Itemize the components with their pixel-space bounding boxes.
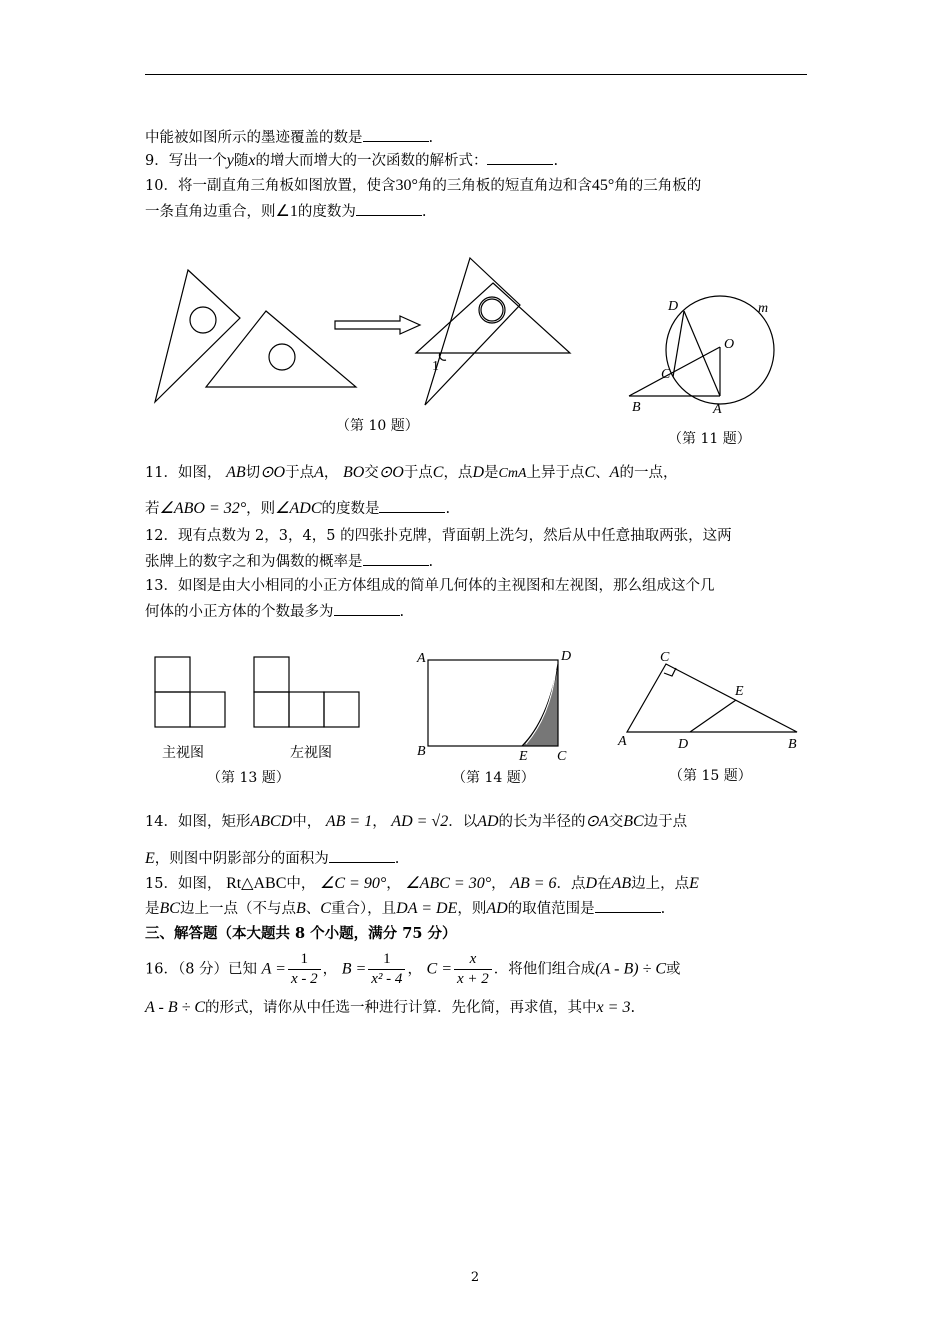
- fraction-denominator: x² - 4: [371, 971, 403, 987]
- fig11-label-B: B: [632, 400, 641, 415]
- q10-text: 角的三角板的: [614, 178, 702, 194]
- fig11-caption: （第 11 题）: [668, 431, 751, 447]
- q11-text: 于点: [285, 465, 315, 481]
- q15-text: 中，: [286, 876, 316, 892]
- q16-text: （8 分）已知: [177, 961, 258, 978]
- q11-text: 于点: [403, 465, 433, 481]
- fig14-label-D: D: [561, 649, 572, 664]
- q14-text: 的长为半径的: [498, 814, 586, 830]
- eq-AD: AD = √2: [391, 813, 449, 830]
- question-number: 13．: [145, 578, 178, 594]
- period: .: [553, 153, 559, 169]
- segment-AB: AB: [226, 464, 246, 481]
- fig15-caption: （第 15 题）: [669, 768, 752, 784]
- var-A-eq: A =: [261, 960, 286, 978]
- q12-text: 现有点数为 2，3，4，5 的四张扑克牌，背面朝上洗匀，然后从中任意抽取两张，这两: [177, 528, 732, 544]
- point-C: C: [432, 464, 444, 481]
- fraction-numerator: 1: [368, 950, 405, 970]
- q10-text: 一条直角边重合，则: [145, 204, 276, 220]
- triangle-rt-ABC: Rt△ABC: [226, 875, 287, 892]
- var-B-eq: B =: [341, 960, 367, 978]
- angle-ADC: ∠ADC: [275, 500, 322, 517]
- q11-text: 切: [245, 465, 261, 481]
- q15-text: 在: [597, 876, 612, 892]
- q15-text: 重合），且: [330, 901, 397, 917]
- fig11-label-C: C: [661, 367, 671, 382]
- fig10-angle-label: 1: [432, 359, 439, 374]
- var-x: x: [248, 152, 256, 169]
- fraction-A: [288, 950, 321, 989]
- q14-text: ．以: [448, 814, 478, 830]
- q11-text: 上异于点: [526, 465, 585, 481]
- question-number: 9．: [145, 153, 169, 169]
- comma: ，: [491, 876, 506, 892]
- point-A: A: [609, 464, 620, 481]
- question-16-line1: [145, 950, 681, 989]
- question-number: 16．: [145, 961, 178, 978]
- fig15-label-D: D: [678, 737, 689, 752]
- segment-DE: [690, 700, 736, 732]
- q11-text: 交: [364, 465, 379, 481]
- angle-ABO-eq: ∠ABO = 32°: [159, 500, 247, 517]
- fig10-caption: （第 10 题）: [336, 418, 419, 434]
- fraction-numerator: 1: [288, 950, 321, 970]
- triangle-ABC: [627, 664, 797, 732]
- question-number: 14．: [145, 814, 178, 830]
- answer-blank: [595, 898, 661, 913]
- x-value: x = 3: [596, 999, 631, 1016]
- segment-BO: BO: [342, 464, 365, 481]
- q15-text: 如图，: [177, 876, 222, 892]
- question-15-line2: [145, 898, 665, 919]
- fraction-denominator: x + 2: [457, 971, 489, 987]
- q11-text: 的一点，: [619, 465, 678, 481]
- front-view-label: 主视图: [162, 745, 204, 761]
- period: .: [399, 604, 405, 620]
- q13-text: 如图是由大小相同的小正方体组成的简单几何体的主视图和左视图，那么组成这个几: [177, 578, 715, 594]
- fraction-denominator: x - 2: [290, 971, 318, 987]
- q10-text: 的度数为: [297, 204, 356, 220]
- q11-text: 如图，: [177, 465, 222, 481]
- left-view-label: 左视图: [290, 745, 332, 761]
- q11-text: 的度数是: [321, 501, 380, 517]
- question-number: 10．: [145, 178, 178, 194]
- answer-blank: [329, 848, 395, 863]
- q15-text: ，则: [457, 901, 487, 917]
- var-C-eq: C =: [426, 960, 453, 978]
- arc-CmA: CmA: [498, 466, 527, 481]
- q14-text: 交: [608, 814, 624, 830]
- comma: ，: [372, 814, 387, 830]
- q11-text: ，点: [443, 465, 473, 481]
- q15-text: 是: [145, 901, 160, 917]
- q8-tail-text: 中能被如图所示的墨迹覆盖的数是: [145, 130, 363, 146]
- comma: ，: [386, 876, 401, 892]
- var-y: y: [226, 152, 234, 169]
- comma: ，: [322, 961, 338, 978]
- q15-text: 边上，点: [631, 876, 690, 892]
- fig14-caption: （第 14 题）: [452, 770, 535, 786]
- q14-text: 如图，矩形: [177, 814, 251, 830]
- circle-O-symbol: ⊙O: [260, 464, 286, 481]
- question-14-line1: [145, 812, 687, 832]
- q10-text: 将一副直角三角板如图放置，使含: [177, 178, 396, 194]
- q10-text: 角的三角板的短直角边和含: [417, 178, 592, 194]
- circle-O-symbol: ⊙O: [378, 464, 404, 481]
- fraction-numerator: x: [454, 950, 492, 970]
- segment-BC: BC: [159, 900, 180, 917]
- period: .: [428, 130, 434, 146]
- fig11-label-O: O: [724, 337, 735, 352]
- segment-AD: AD: [486, 900, 508, 917]
- angle-45: 45°: [591, 177, 615, 194]
- q15-text: ．点: [556, 876, 586, 892]
- angle-30: 30°: [395, 177, 418, 194]
- q14-text: 中，: [292, 814, 322, 830]
- period: .: [660, 901, 666, 917]
- period: .: [445, 501, 451, 517]
- point-E: E: [145, 850, 155, 867]
- fig11-label-m: m: [758, 301, 769, 316]
- question-number: 11．: [145, 465, 178, 481]
- page-number: 2: [470, 1270, 480, 1285]
- period: .: [630, 1000, 636, 1016]
- section-3-title: 三、解答题（本大题共 8 个小题，满分 75 分）: [145, 925, 457, 942]
- period: .: [421, 204, 427, 220]
- q14-text: ，则图中阴影部分的面积为: [154, 851, 329, 867]
- period: .: [428, 554, 434, 570]
- q14-text: 边于点: [643, 814, 688, 830]
- expression-form-2: A - B ÷ C: [145, 999, 206, 1016]
- q9-text: 随: [233, 153, 249, 169]
- comma: ，: [323, 465, 339, 481]
- period: .: [394, 851, 400, 867]
- fig14-label-E: E: [519, 749, 528, 764]
- angle-ABC-30: ∠ABC = 30°: [405, 875, 492, 892]
- question-14-line2: [145, 848, 399, 869]
- point-C: C: [584, 464, 596, 481]
- segment-BC: BC: [623, 813, 644, 830]
- q13-text: 何体的小正方体的个数最多为: [145, 604, 334, 620]
- q9-text: 的增大而增大的一次函数的解析式：: [255, 153, 488, 169]
- fraction-B: [368, 950, 405, 989]
- q15-text: 边上一点（不与点: [179, 901, 296, 917]
- segment-AD: AD: [477, 813, 499, 830]
- fig15-label-A: A: [618, 734, 627, 749]
- q11-text: 若: [145, 501, 160, 517]
- fig14-label-A: A: [417, 651, 426, 666]
- point-C: C: [320, 900, 331, 917]
- fig15-label-B: B: [788, 737, 797, 752]
- circle-A-symbol: ⊙A: [585, 813, 609, 830]
- fig15-label-C: C: [660, 650, 670, 665]
- fig14-label-C: C: [557, 749, 567, 764]
- q9-text: 写出一个: [168, 153, 227, 169]
- point-D: D: [472, 464, 484, 481]
- segment-AB: AB: [611, 875, 632, 892]
- point-B: B: [295, 900, 306, 917]
- point-A: A: [314, 464, 324, 481]
- q16-text: ．将他们组合成: [493, 961, 596, 978]
- angle-1: ∠1: [275, 203, 298, 220]
- q15-text: 的取值范围是: [507, 901, 595, 917]
- question-15-line1: [145, 874, 699, 894]
- q11-text: 、: [595, 465, 610, 481]
- comma: ，: [407, 961, 422, 978]
- right-angle-mark: [664, 668, 676, 676]
- question-16-line2: [145, 998, 635, 1018]
- q16-text: 或: [666, 961, 681, 978]
- angle-C-90: ∠C = 90°: [320, 875, 387, 892]
- rect-ABCD: ABCD: [250, 813, 293, 830]
- q12-text: 张牌上的数字之和为偶数的概率是: [145, 554, 363, 570]
- q11-text: ，则: [246, 501, 276, 517]
- eq-AB: AB = 1: [325, 813, 373, 830]
- point-E: E: [689, 875, 699, 892]
- fig13-caption: （第 13 题）: [207, 770, 290, 786]
- separator: 、: [305, 901, 321, 917]
- eq-DA-DE: DA = DE: [396, 900, 458, 917]
- question-number: 12．: [145, 528, 178, 544]
- fraction-C: [454, 950, 492, 989]
- q11-text: 是: [484, 465, 499, 481]
- fig11-label-D: D: [668, 299, 679, 314]
- fig14-label-B: B: [417, 744, 426, 759]
- eq-AB-6: AB = 6: [510, 875, 557, 892]
- expression-form-1: (A - B) ÷ C: [595, 960, 666, 978]
- point-D: D: [585, 875, 598, 892]
- q16-text: 的形式，请你从中任选一种进行计算．先化简，再求值，其中: [205, 1000, 597, 1016]
- fig15-label-E: E: [735, 684, 744, 699]
- fig11-label-A: A: [713, 402, 722, 417]
- question-number: 15．: [145, 876, 178, 892]
